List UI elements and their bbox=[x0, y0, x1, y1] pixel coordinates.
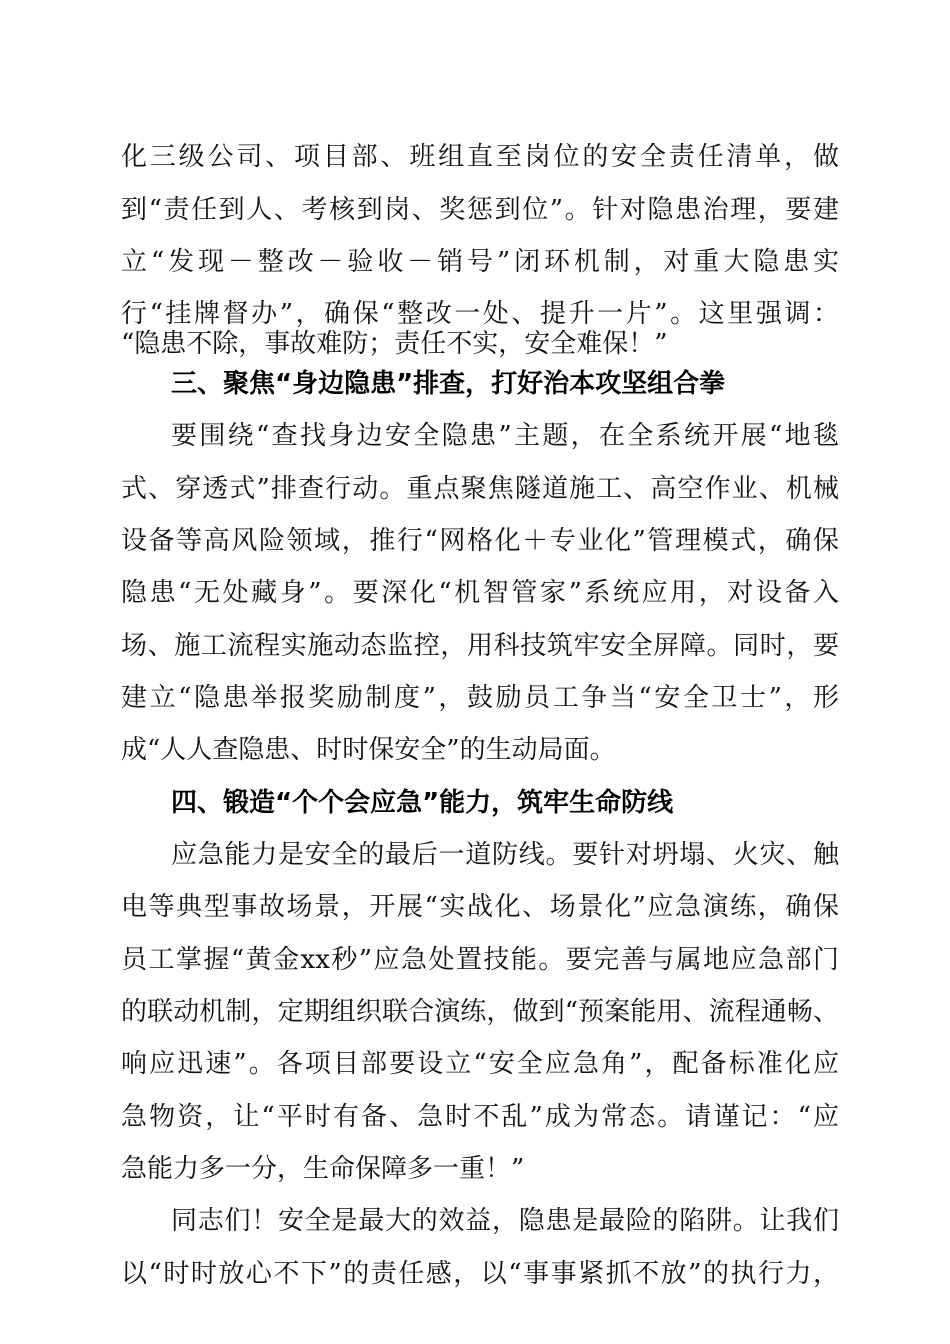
text-line: 式、穿透式”排查行动。重点聚焦隧道施工、高空作业、机械 bbox=[121, 474, 839, 504]
text-line: 成“人人查隐患、时时保安全”的生动局面。 bbox=[121, 735, 616, 765]
text-line: 急能力多一分，生命保障多一重！” bbox=[121, 1154, 525, 1184]
text-line: 的联动机制，定期组织联合演练，做到“预案能用、流程通畅、 bbox=[121, 997, 839, 1027]
section-heading-three: 三、聚焦“身边隐患”排查，打好治本攻坚组合拳 bbox=[171, 369, 726, 399]
section-heading-four: 四、锻造“个个会应急”能力，筑牢生命防线 bbox=[171, 788, 674, 818]
text-line: 同志们！安全是最大的效益，隐患是最险的陷阱。让我们 bbox=[171, 1206, 839, 1236]
text-line: 到“责任到人、考核到岗、奖惩到位”。针对隐患治理，要建 bbox=[121, 195, 839, 225]
text-line: 员工掌握“黄金xx秒”应急处置技能。要完善与属地应急部门 bbox=[121, 945, 839, 975]
text-line: 建立“隐患举报奖励制度”，鼓励员工争当“安全卫士”，形 bbox=[121, 683, 839, 713]
text-line: 行“挂牌督办”，确保“整改一处、提升一片”。这里强调： bbox=[121, 299, 839, 329]
text-line: 响应迅速”。各项目部要设立“安全应急角”，配备标准化应 bbox=[121, 1049, 839, 1079]
text-line: 应急能力是安全的最后一道防线。要针对坍塌、火灾、触 bbox=[171, 840, 839, 870]
text-line: 电等典型事故场景，开展“实战化、场景化”应急演练，确保 bbox=[121, 892, 839, 922]
text-line: 设备等高风险领域，推行“网格化＋专业化”管理模式，确保 bbox=[121, 526, 839, 556]
text-line: 急物资，让“平时有备、急时不乱”成为常态。请谨记：“应 bbox=[121, 1102, 839, 1132]
text-line: 立“发现－整改－验收－销号”闭环机制，对重大隐患实 bbox=[121, 247, 839, 277]
text-line: 场、施工流程实施动态监控，用科技筑牢安全屏障。同时，要 bbox=[121, 631, 839, 661]
text-line: 化三级公司、项目部、班组直至岗位的安全责任清单，做 bbox=[121, 142, 839, 172]
text-line: 隐患“无处藏身”。要深化“机智管家”系统应用，对设备入 bbox=[121, 578, 839, 608]
text-line: 要围绕“查找身边安全隐患”主题，在全系统开展“地毯 bbox=[171, 421, 839, 451]
text-line: 以“时时放心不下”的责任感，以“事事紧抓不放”的执行力， bbox=[121, 1259, 839, 1289]
text-line: “隐患不除，事故难防；责任不实，安全难保！” bbox=[121, 329, 668, 359]
